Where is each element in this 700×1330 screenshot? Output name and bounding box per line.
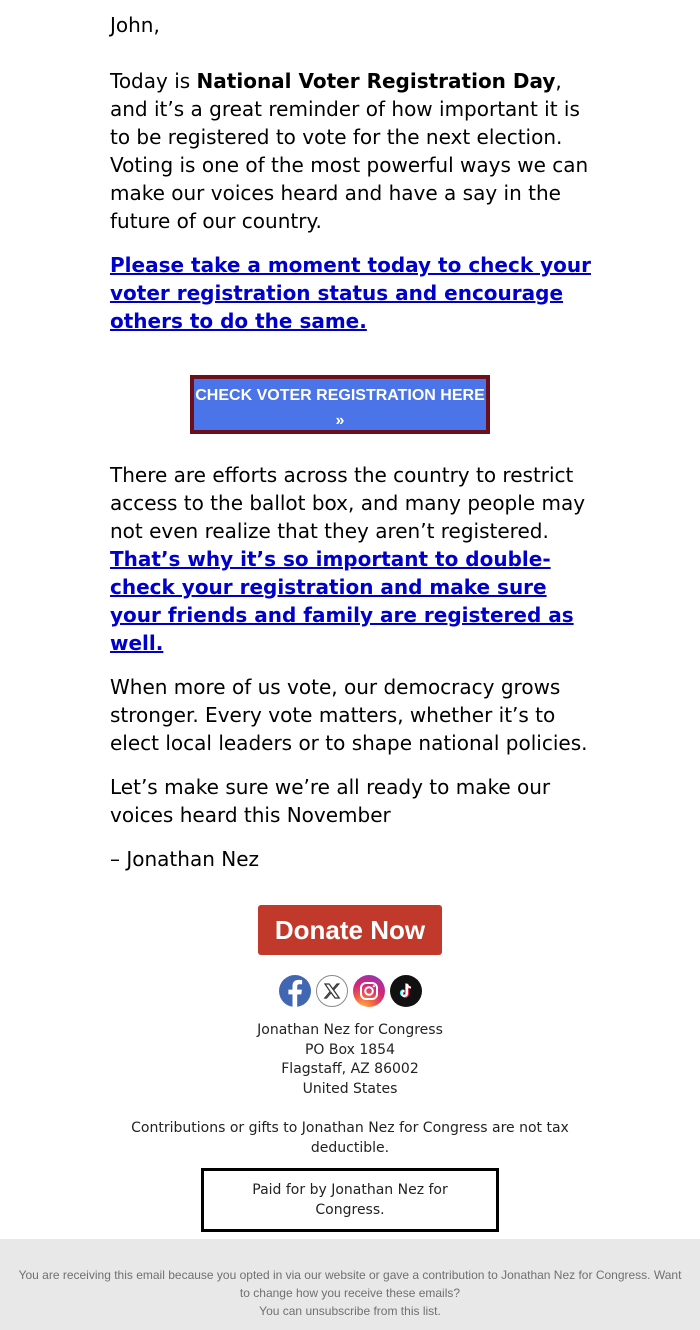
mailing-address <box>0 1021 700 1099</box>
double-check-link[interactable]: That’s why it’s so important to double-check your registration and make sure your friends and family are registered as well. <box>110 547 574 655</box>
address-country: United States <box>302 1080 398 1097</box>
event-name: National Voter Registration Day <box>196 69 556 93</box>
address-city: Flagstaff, AZ 86002 <box>281 1061 419 1077</box>
greeting: John, <box>110 13 160 37</box>
address-org: Jonathan Nez for Congress <box>257 1022 443 1038</box>
paid-for-text: Paid for by Jonathan Nez for Congress. <box>252 1182 448 1218</box>
paid-for-box <box>201 1168 499 1232</box>
subscription-notice-bar <box>0 1239 700 1330</box>
subscription-notice: You are receiving this email because you opted in via our website or gave a contribution to Jonathan Nez for Congress. Want to change how you receive these emails? <box>18 1268 682 1300</box>
intro-text-end: , and it’s a great reminder of how important it is to be registered to vote for the next election. Voting is one of the most powerful ways we can make our voices heard and have a say in the future of our country. <box>110 69 589 233</box>
donate-now-button[interactable]: Donate Now <box>258 905 442 955</box>
social-links <box>0 975 700 1007</box>
email-body <box>110 0 600 873</box>
tiktok-icon[interactable] <box>390 975 422 1007</box>
check-voter-registration-button[interactable]: CHECK VOTER REGISTRATION HERE » <box>190 375 490 434</box>
democracy-paragraph: When more of us vote, our democracy grows stronger. Every vote matters, whether it’s to elect local leaders or to shape national policies. <box>110 675 588 755</box>
intro-paragraph <box>110 67 600 235</box>
intro-text-start: Today is <box>110 69 197 93</box>
unsubscribe-link[interactable]: You can unsubscribe from this list. <box>259 1304 441 1318</box>
check-registration-link[interactable]: Please take a moment today to check your voter registration status and encourage others to do the same. <box>110 253 591 333</box>
instagram-icon[interactable] <box>353 975 385 1007</box>
footer <box>0 905 700 1232</box>
november-paragraph: Let’s make sure we’re all ready to make our voices heard this November <box>110 775 551 827</box>
tax-disclaimer: Contributions or gifts to Jonathan Nez for Congress are not tax deductible. <box>131 1120 569 1156</box>
facebook-icon[interactable] <box>279 975 311 1007</box>
check-registration-button-wrap <box>110 375 600 434</box>
signature: – Jonathan Nez <box>110 847 259 871</box>
restriction-paragraph <box>110 461 600 657</box>
x-twitter-icon[interactable] <box>316 975 348 1007</box>
restriction-text: There are efforts across the country to restrict access to the ballot box, and many people may not even realize that they aren’t registered. <box>110 463 586 543</box>
address-po-box: PO Box 1854 <box>304 1041 395 1058</box>
